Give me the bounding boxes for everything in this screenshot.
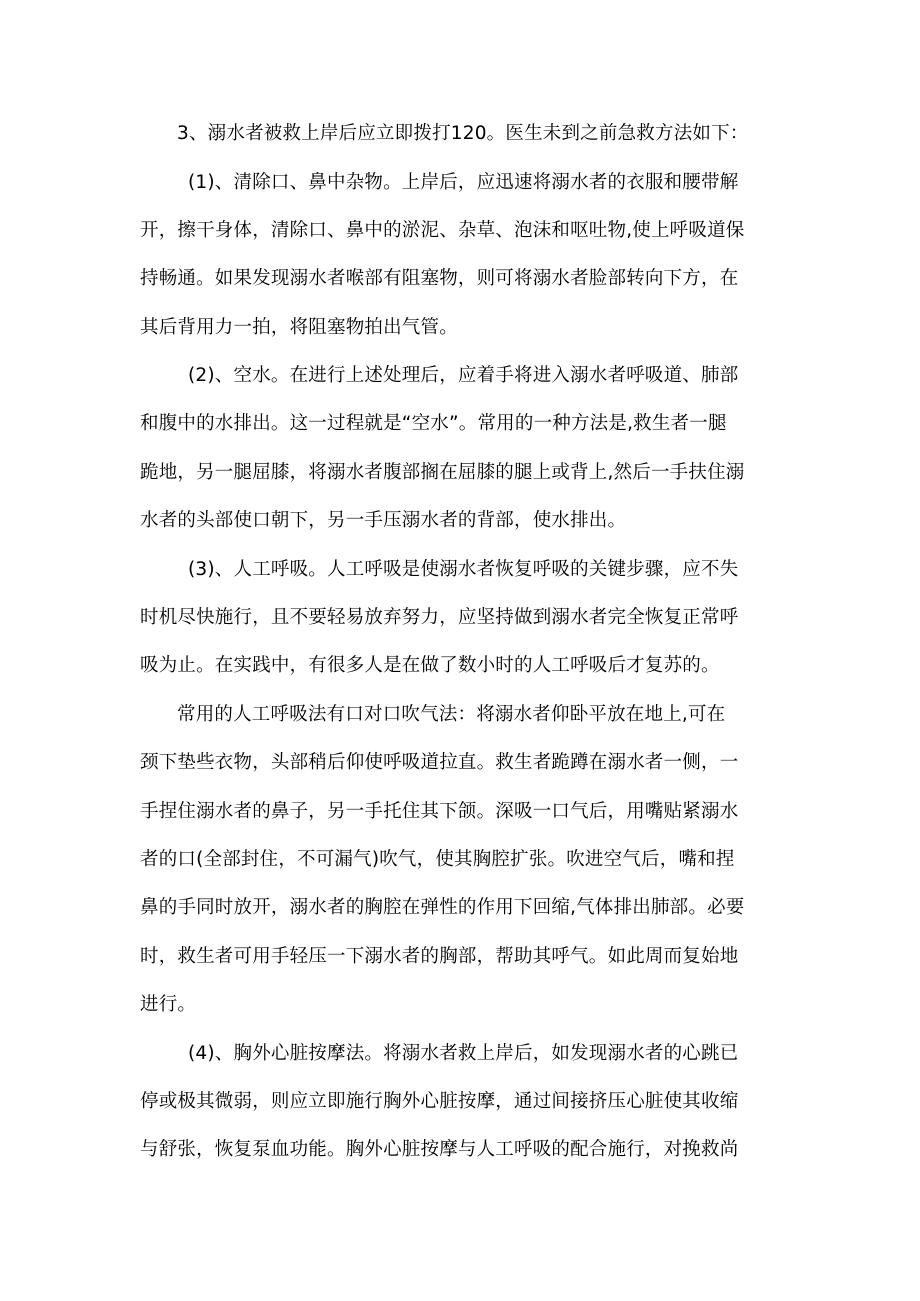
- text-line: 时机尽快施行，且不要轻易放弃努力，应坚持做到溺水者完全恢复正常呼: [140, 607, 739, 628]
- text-line: 者的口(全部封住，不可漏气)吹气，使其胸腔扩张。吹进空气后，嘴和捏: [140, 849, 735, 870]
- text-line: (3)、人工呼吸。人工呼吸是使溺水者恢复呼吸的关键步骤，应不失: [188, 559, 739, 580]
- text-line: 吸为止。在实践中，有很多人是在做了数小时的人工呼吸后才复苏的。: [140, 655, 720, 676]
- text-line: 开，擦干身体，清除口、鼻中的淤泥、杂草、泡沫和呕吐物,使上呼吸道保: [140, 220, 745, 241]
- text-line: 时，救生者可用手轻压一下溺水者的胸部，帮助其呼气。如此周而复始地: [140, 946, 739, 967]
- text-line: 其后背用力一拍，将阻塞物拍出气管。: [140, 317, 458, 338]
- text-line: 鼻的手同时放开，溺水者的胸腔在弹性的作用下回缩,气体排出肺部。必要: [140, 897, 745, 918]
- text-line: 进行。: [140, 994, 197, 1015]
- text-line: 3、溺水者被救上岸后应立即拨打120。医生未到之前急救方法如下：: [177, 123, 749, 144]
- text-line: 持畅通。如果发现溺水者喉部有阻塞物，则可将溺水者脸部转向下方，在: [140, 268, 739, 289]
- text-line: 跪地，另一腿屈膝，将溺水者腹部搁在屈膝的腿上或背上,然后一手扶住溺: [140, 462, 745, 483]
- text-line: 水者的头部使口朝下，另一手压溺水者的背部，使水排出。: [140, 510, 627, 531]
- text-line: 常用的人工呼吸法有口对口吹气法：将溺水者仰卧平放在地上,可在: [177, 704, 726, 725]
- text-line: 停或极其微弱，则应立即施行胸外心脏按摩，通过间接挤压心脏使其收缩: [140, 1091, 739, 1112]
- text-line: (2)、空水。在进行上述处理后，应着手将进入溺水者呼吸道、肺部: [188, 365, 739, 386]
- text-line: (1)、清除口、鼻中杂物。上岸后，应迅速将溺水者的衣服和腰带解: [188, 172, 739, 193]
- text-line: 手捏住溺水者的鼻子，另一手托住其下颌。深吸一口气后，用嘴贴紧溺水: [140, 801, 739, 822]
- text-line: 颈下垫些衣物，头部稍后仰使呼吸道拉直。救生者跪蹲在溺水者一侧，一: [140, 752, 739, 773]
- text-line: (4)、胸外心脏按摩法。将溺水者救上岸后，如发现溺水者的心跳已: [188, 1043, 739, 1064]
- text-line: 与舒张，恢复泵血功能。胸外心脏按摩与人工呼吸的配合施行，对挽救尚: [140, 1139, 739, 1160]
- text-line: 和腹中的水排出。这一过程就是“空水”。常用的一种方法是,救生者一腿: [140, 413, 727, 434]
